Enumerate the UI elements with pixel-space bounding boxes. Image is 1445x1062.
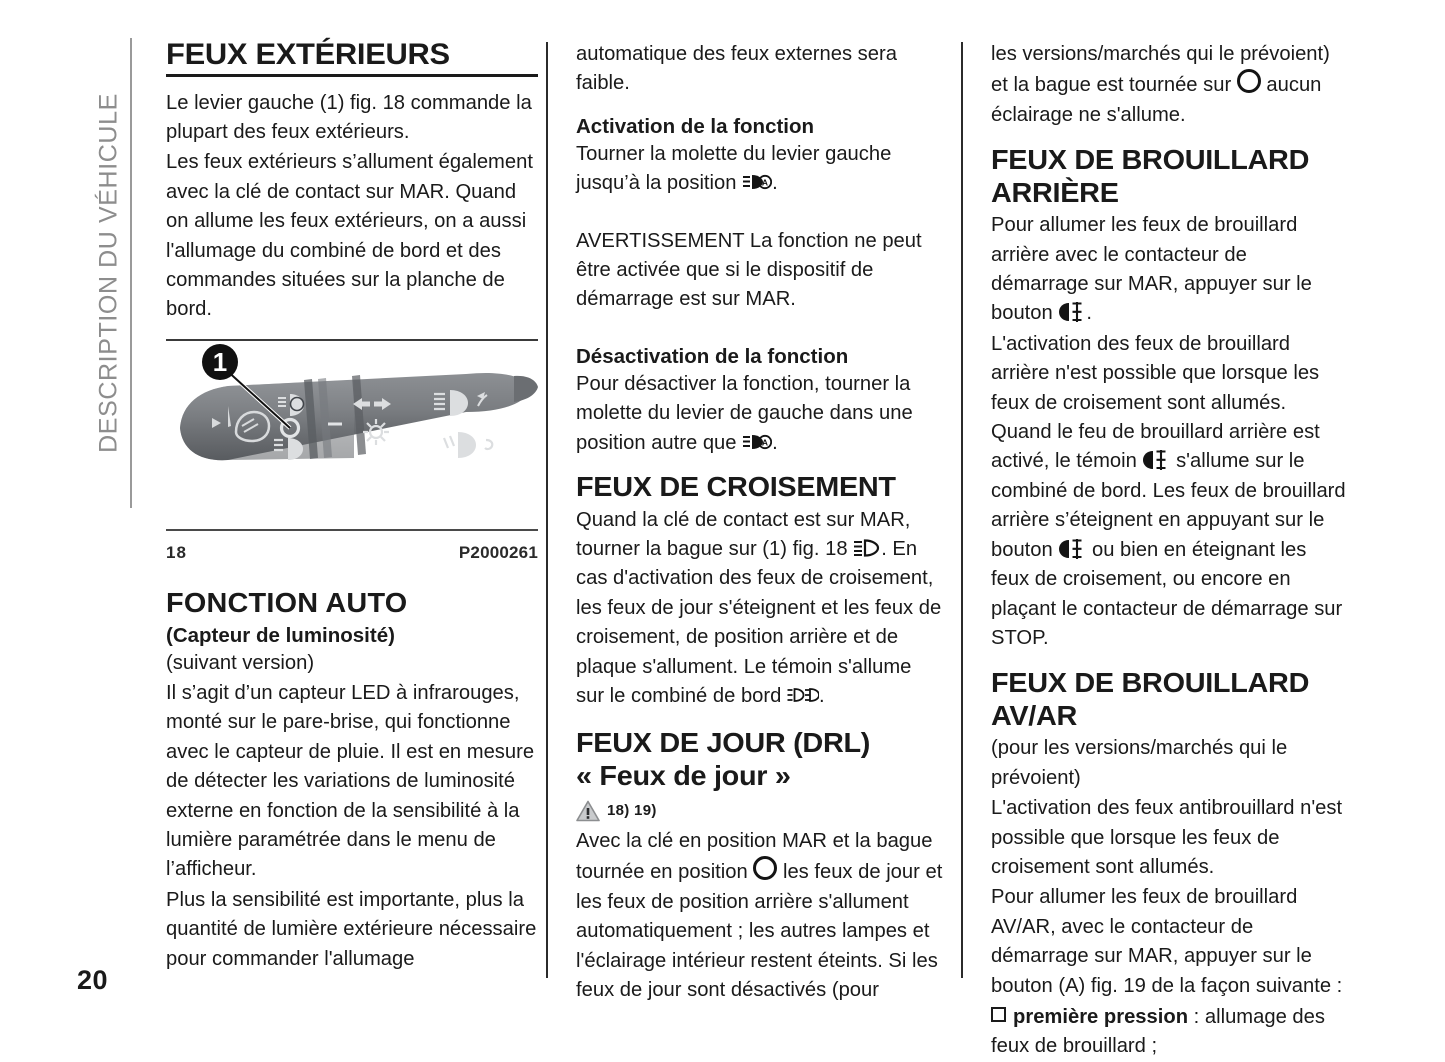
heading-feux-de-jour-line2: « Feux de jour » [576,760,791,792]
bullet-square-icon [991,1007,1006,1022]
column-divider-1 [546,42,548,978]
paragraph-automatique-feux: automatique des feux externes sera faible. [576,43,897,95]
auto-headlight-icon [742,172,772,192]
text-fog-activation-after: ou bien en éteignant les feux de croisement, ou encore en plaçant le contacteur de démarrage sur STOP. [991,538,1343,649]
figure-callout-1: 1 [212,347,228,377]
text-drl-before: Avec la clé en position MAR et la bague tournée en position [576,829,933,884]
figure-18 [166,340,538,565]
paragraph-versions-prevoient: (pour les versions/marchés qui le prévoient) [991,737,1288,789]
text-versions-before: les versions/marchés qui le prévoient) et la bague est tournée sur [991,43,1330,97]
text-versions-after: aucun éclairage ne s'allume. [991,74,1322,126]
text-fog-activation-before: L'activation des feux de brouillard arrière n'est possible que lorsque les feux de croisement sont allumés. Quand le feu de brouillard arrière est activé, le témoin [991,332,1320,473]
paragraph-activation [576,140,944,199]
column-two [576,40,944,1005]
rear-fog-icon [1058,538,1086,560]
heading-desactivation-fonction: Désactivation de la fonction [576,344,849,368]
ring-off-icon [1237,69,1261,93]
paragraph-sensibilite: Plus la sensibilité est importante, plus la quantité de lumière extérieure nécessaire pour commander l'allumage [166,888,537,970]
figure-number: 18 [166,543,187,562]
paragraph-avertissement: AVERTISSEMENT La fonction ne peut être activée que si le dispositif de démarrage est sur MAR. [576,229,922,311]
heading-fog-rear-line2: ARRIÈRE [991,177,1119,209]
paragraph-versions-marches [991,40,1346,130]
bullet-premiere-pression [991,1003,1346,1062]
low-beam-icon [853,538,881,558]
position-lights-icon [787,687,819,704]
svg-text:A: A [762,177,769,188]
svg-text:A: A [762,437,769,448]
chapter-label: DESCRIPTION DU VÉHICULE [94,93,123,453]
paragraph-feux-croisement [576,506,944,712]
paragraph-feux-exterieurs-sallument: Les feux extérieurs s’allument également avec la clé de contact sur MAR. Quand on allume les feux extérieurs, on a aussi l'allumage du combiné de bord et des commandes situées sur la planche de bord. [166,151,533,321]
heading-feux-exterieurs: FEUX EXTÉRIEURS [166,38,450,71]
rear-fog-icon [1058,301,1086,323]
column-one [166,40,538,341]
chapter-side-tab [86,38,132,508]
subtitle-capteur-luminosite: (Capteur de luminosité) [166,623,395,647]
heading-fog-front-rear-line1: FEUX DE BROUILLARD [991,667,1310,699]
side-tab-rule [130,38,132,508]
rear-fog-icon [1142,449,1170,471]
note-suivant-version: (suivant version) [166,651,315,674]
warning-reference-line [576,796,944,826]
figure-code: P2000261 [458,543,538,562]
page-number: 20 [77,965,109,995]
text-croisement-before: Quand la clé de contact est sur MAR, tourner la bague sur (1) fig. 18 [576,508,911,560]
lever-illustration [166,340,538,522]
paragraph-allumer-fog-avar: Pour allumer les feux de brouillard AV/AR, avec le contacteur de démarrage sur MAR, appuyer sur le bouton (A) fig. 19 de la façon suivante : [991,886,1343,997]
text-fog-activation-mid: s'allume sur le combiné de bord. Les feux de brouillard arrière s’éteignent en appuyant sur le bouton [991,450,1346,561]
heading-fonction-auto: FONCTION AUTO [166,587,408,618]
heading-fog-front-rear-line2: AV/AR [991,700,1078,732]
bullet-label: première pression [1013,1005,1189,1028]
text-drl-after: les feux de jour et les feux de position arrière s'allument automatiquement ; les autres lampes et l'éclairage intérieur restent éteints. Si les feux de jour sont désactivés (pour [576,861,943,1001]
heading-activation-fonction: Activation de la fonction [576,114,815,138]
paragraph-activation-fog-rear [991,330,1346,653]
paragraph-allumer-fog-rear [991,211,1346,329]
ring-off-icon [753,856,777,880]
heading-fog-rear-line1: FEUX DE BROUILLARD [991,144,1310,176]
bullet-text: : allumage des feux de brouillard ; [991,1005,1325,1058]
text-desactivation-after: . [772,431,778,454]
paragraph-activation-antibrouillard: L'activation des feux antibrouillard n'est possible que lorsque les feux de croisement sont allumés. [991,797,1343,878]
text-activation-before: Tourner la molette du levier gauche jusqu’à la position [576,142,892,195]
warning-triangle-icon [576,800,600,822]
paragraph-feux-de-jour [576,827,944,1005]
heading-feux-de-croisement: FEUX DE CROISEMENT [576,471,896,503]
column-three [991,40,1346,1062]
heading-underline [166,74,538,77]
auto-headlight-icon [742,432,772,452]
figure-rule [166,529,538,532]
warning-refs: 18) 19) [607,802,657,820]
column-one-lower [166,588,538,974]
heading-feux-de-jour-line1: FEUX DE JOUR (DRL) [576,727,871,759]
paragraph-desactivation [576,370,944,458]
paragraph-lever-gauche: Le levier gauche (1) fig. 18 commande la plupart des feux extérieurs. [166,91,532,143]
text-desactivation-before: Pour désactiver la fonction, tourner la molette du levier de gauche dans une position autre que [576,372,913,454]
text-fog-rear-after: . [1086,302,1092,325]
text-croisement-end: . [818,685,825,707]
paragraph-capteur-led: Il s’agit d’un capteur LED à infrarouges, monté sur le pare-brise, qui fonctionne avec le capteur de pluie. Il est en mesure de détecter les variations de luminosité externe en fonction de la sensibilité à la lumière paramétrée dans le menu de l’afficheur. [166,681,535,881]
text-croisement-after: . En cas d'activation des feux de croisement, les feux de jour s'éteignent et les feux de croisement, de position arrière et de plaque s'allument. Le témoin s'allume sur le combiné de bord [576,537,942,707]
text-fog-rear-before: Pour allumer les feux de brouillard arrière avec le contacteur de démarrage sur MAR, appuyer sur le bouton [991,214,1312,325]
column-divider-2 [961,42,963,978]
text-activation-after: . [772,172,778,195]
